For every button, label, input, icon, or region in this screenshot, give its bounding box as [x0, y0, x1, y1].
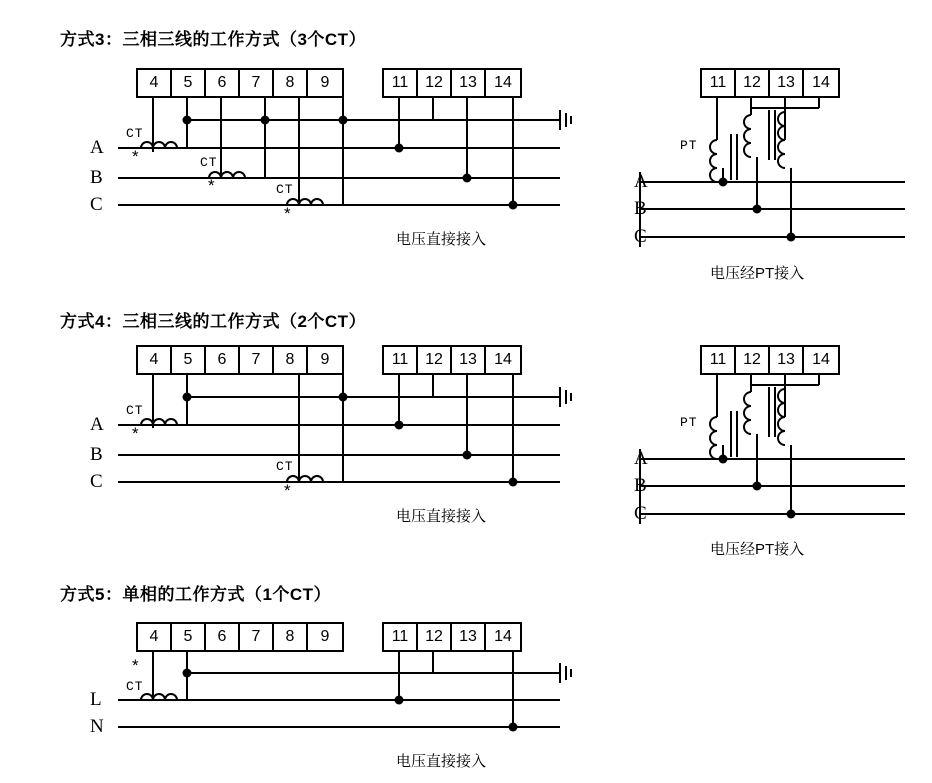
terminal-cell: 11 [384, 347, 418, 373]
terminal-cell: 14 [812, 74, 830, 91]
terminal-cell: 4 [138, 347, 172, 373]
pt-label-1: PT [680, 138, 698, 153]
caption-2-left: 电压直接接入 [396, 508, 487, 525]
terminal-cell: 11 [384, 624, 418, 650]
terminal-cell: 13 [452, 624, 486, 650]
terminal-cell: 12 [418, 347, 452, 373]
phase-label-2r-a: A [634, 448, 648, 469]
section-title-2: 方式4：三相三线的工作方式（2个CT） [60, 312, 367, 331]
polarity-mark-2-a: * [132, 424, 139, 443]
terminal-cell: 11 [702, 70, 736, 96]
phase-label-3-n: N [90, 716, 104, 737]
terminal-cell: 13 [770, 347, 804, 373]
terminal-cell: 14 [812, 351, 830, 368]
section-title-1: 方式3：三相三线的工作方式（3个CT） [60, 30, 367, 49]
terminal-cell: 7 [240, 624, 274, 650]
polarity-mark-1-b: * [208, 176, 215, 195]
phase-label-2r-b: B [634, 475, 647, 496]
terminal-cell: 5 [172, 347, 206, 373]
ct-label-3-l: CT [126, 679, 144, 694]
ct-label-1-b: CT [200, 155, 218, 170]
section-title-3: 方式5：单相的工作方式（1个CT） [60, 585, 332, 604]
phase-label-2-c: C [90, 471, 103, 492]
polarity-mark-2-c: * [284, 481, 291, 500]
terminal-cell: 9 [320, 74, 330, 91]
caption-2-right: 电压经PT接入 [710, 541, 805, 558]
terminal-cell: 4 [138, 70, 172, 96]
phase-label-2r-c: C [634, 503, 647, 524]
terminal-cell: 14 [494, 351, 512, 368]
polarity-mark-3-l: * [132, 656, 139, 675]
terminal-cell: 8 [274, 70, 308, 96]
phase-label-1r-b: B [634, 198, 647, 219]
phase-label-3-l: L [90, 689, 102, 710]
terminal-cell: 12 [418, 624, 452, 650]
phase-label-1-c: C [90, 194, 103, 215]
ct-label-1-a: CT [126, 126, 144, 141]
phase-label-1-a: A [90, 137, 104, 158]
terminal-cell: 6 [206, 347, 240, 373]
terminal-cell: 6 [206, 624, 240, 650]
terminal-cell: 12 [736, 347, 770, 373]
polarity-mark-1-c: * [284, 204, 291, 223]
phase-label-2-a: A [90, 414, 104, 435]
ct-label-1-c: CT [276, 182, 294, 197]
terminal-cell: 12 [418, 70, 452, 96]
terminal-cell: 8 [274, 624, 308, 650]
polarity-mark-1-a: * [132, 147, 139, 166]
terminal-cell: 14 [494, 74, 512, 91]
terminal-cell: 13 [770, 70, 804, 96]
terminal-cell: 4 [138, 624, 172, 650]
terminal-cell: 5 [172, 624, 206, 650]
pt-label-2: PT [680, 415, 698, 430]
terminal-cell: 14 [494, 628, 512, 645]
ct-label-2-c: CT [276, 459, 294, 474]
terminal-cell: 6 [206, 70, 240, 96]
terminal-cell: 12 [736, 70, 770, 96]
terminal-cell: 13 [452, 70, 486, 96]
terminal-cell: 13 [452, 347, 486, 373]
terminal-cell: 5 [172, 70, 206, 96]
terminal-cell: 9 [320, 351, 330, 368]
ct-label-2-a: CT [126, 403, 144, 418]
phase-label-2-b: B [90, 444, 103, 465]
terminal-cell: 11 [384, 70, 418, 96]
terminal-cell: 9 [320, 628, 330, 645]
caption-1-left: 电压直接接入 [396, 231, 487, 248]
terminal-cell: 7 [240, 70, 274, 96]
phase-label-1r-a: A [634, 171, 648, 192]
phase-label-1-b: B [90, 167, 103, 188]
terminal-cell: 8 [274, 347, 308, 373]
terminal-cell: 11 [702, 347, 736, 373]
terminal-cell: 7 [240, 347, 274, 373]
caption-3-left: 电压直接接入 [396, 753, 487, 770]
phase-label-1r-c: C [634, 226, 647, 247]
caption-1-right: 电压经PT接入 [710, 265, 805, 282]
